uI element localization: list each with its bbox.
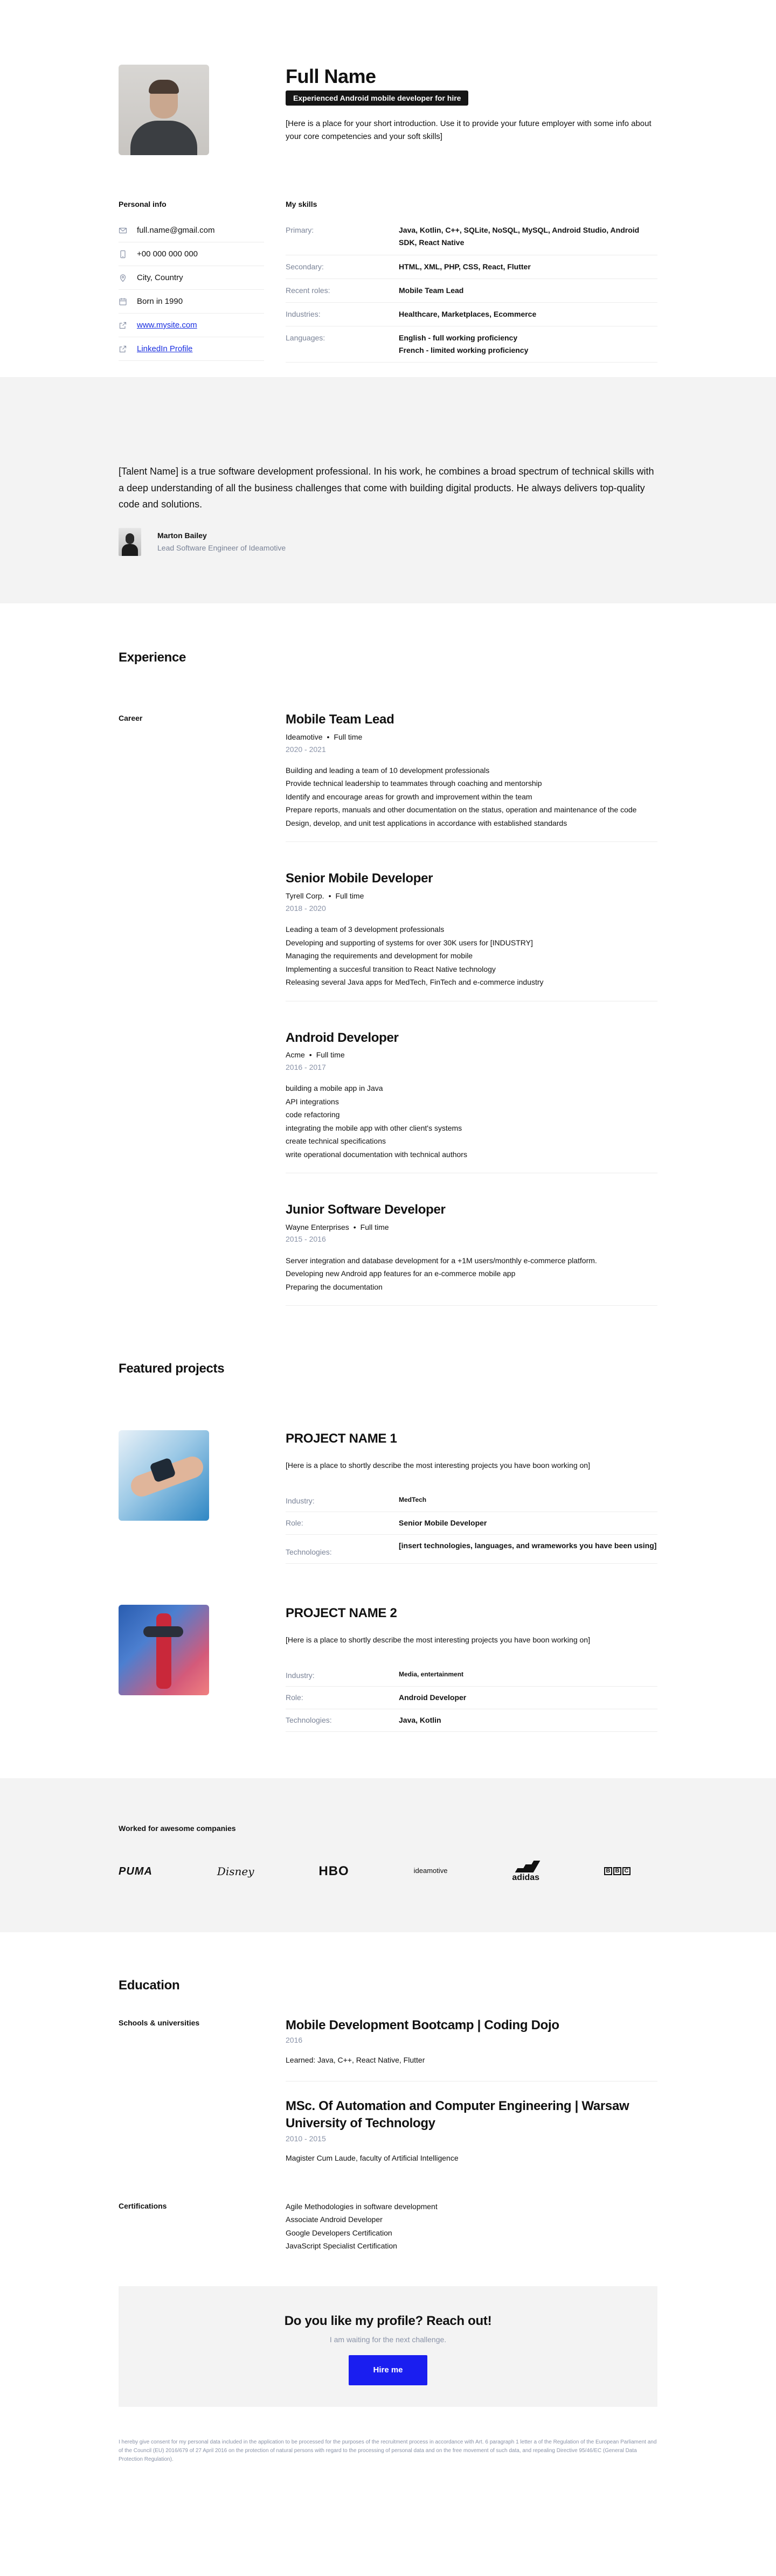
certifications-label: Certifications xyxy=(119,2201,167,2210)
linkedin-row xyxy=(119,337,264,361)
job-dates: 2018 - 2020 xyxy=(286,903,326,913)
project-industry: Media, entertainment xyxy=(399,1670,464,1678)
project-image xyxy=(119,1605,209,1695)
job-description: Building and leading a team of 10 development professionals Provide technical leadership to teammates through coaching and mentorship Identify and encourage areas for growth and improvement within the team Prepare reports, manuals and other documentation on the status, operation and maintenance of the code Design, develop, and unit test applications in accordance with established standards xyxy=(286,765,637,827)
job-title: Senior Mobile Developer xyxy=(286,871,433,886)
mail-icon xyxy=(119,226,127,235)
education-entry xyxy=(286,2017,657,2081)
project-meta-row xyxy=(286,1512,657,1535)
profile-header xyxy=(0,0,776,198)
job-title: Mobile Team Lead xyxy=(286,712,394,727)
skill-label: Recent roles: xyxy=(286,286,330,295)
skill-value: Healthcare, Marketplaces, Ecommerce xyxy=(399,309,537,318)
skill-label: Secondary: xyxy=(286,262,324,271)
schools-label: Schools & universities xyxy=(119,2018,200,2027)
project-industry: MedTech xyxy=(399,1495,427,1503)
cta-box xyxy=(119,2286,657,2407)
projects-section xyxy=(0,1335,776,1732)
project-role: Android Developer xyxy=(399,1693,467,1702)
project-title: PROJECT NAME 2 xyxy=(286,1605,397,1620)
project-technologies: Java, Kotlin xyxy=(399,1716,441,1725)
disney-logo: Disney xyxy=(217,1864,254,1878)
education-title: Mobile Development Bootcamp | Coding Dojo xyxy=(286,2017,559,2032)
project-meta-label: Industry: xyxy=(286,1496,315,1505)
job-entry: Mobile Team Lead Ideamotive • Full time 2020 - 2021 Building and leading a team of 10 development professionals Provide technical leadership to teammates through coaching and mentorship Identify and encourage areas for growth and improvement within the team Prepare reports, manuals and other documentation on the status, operation and maintenance of the code Design, develop, and unit test applications in accordance with established standards xyxy=(286,712,657,842)
testimonial-text: [Talent Name] is a true software development professional. In his work, he combines a broad spectrum of technical skills with a deep understanding of all the business challenges that come with building digital products. He always delivers top-quality code and solutions. xyxy=(119,466,654,510)
email-value: full.name@gmail.com xyxy=(137,225,215,235)
skill-label: Languages: xyxy=(286,333,325,342)
education-entry xyxy=(286,2098,657,2180)
skill-label: Industries: xyxy=(286,309,321,318)
info-section xyxy=(0,198,776,377)
job-dates: 2015 - 2016 xyxy=(286,1235,326,1244)
cta-subtitle: I am waiting for the next challenge. xyxy=(329,2335,447,2344)
tagline-badge: Experienced Android mobile developer for hire xyxy=(286,90,468,106)
education-section xyxy=(0,1932,776,2252)
education-year: 2016 xyxy=(286,2036,303,2045)
experience-section xyxy=(0,603,776,1306)
adidas-wordmark: adidas xyxy=(512,1872,540,1882)
job-description: Leading a team of 3 development professionals Developing and supporting of systems for over 30K users for [INDUSTRY] Managing the requirements and development for mobile Implementing a succesful transition to React Native technology Releasing several Java apps for MedTech, FinTech and e-commerce industry xyxy=(286,925,544,987)
puma-logo: PUMA xyxy=(119,1865,153,1877)
cta-title: Do you like my profile? Reach out! xyxy=(284,2313,492,2328)
project-meta-label: Industry: xyxy=(286,1670,315,1680)
job-title: Junior Software Developer xyxy=(286,1202,446,1217)
author-name: Marton Bailey xyxy=(157,531,207,540)
website-row xyxy=(119,314,264,337)
hbo-logo: HBO xyxy=(318,1863,349,1878)
profile-photo xyxy=(119,65,209,155)
skill-value: Java, Kotlin, C++, SQLite, NoSQL, MySQL, Android Studio, Android SDK, React Native xyxy=(399,226,640,247)
project-meta-row xyxy=(286,1665,657,1687)
testimonial-author xyxy=(119,528,657,556)
job-description: Server integration and database development for a +1M users/monthly e-commerce platform. Developing new Android app features for an e-commerce mobile app Preparing the documentation xyxy=(286,1256,597,1291)
website-link[interactable]: www.mysite.com xyxy=(137,320,197,330)
job-company: Acme xyxy=(286,1050,305,1060)
location-row xyxy=(119,266,264,290)
education-description: Learned: Java, C++, React Native, Flutter xyxy=(286,2055,425,2064)
section-title: Featured projects xyxy=(119,1361,225,1376)
project-card xyxy=(119,1430,657,1564)
email-row xyxy=(119,219,264,242)
intro-text: [Here is a place for your short introduction. Use it to provide your future employer with some info about your core competencies and your soft skills] xyxy=(286,119,652,141)
job-dates: 2016 - 2017 xyxy=(286,1062,326,1071)
project-meta-label: Technologies: xyxy=(286,1548,332,1557)
full-name: Full Name xyxy=(286,65,376,87)
cta-section xyxy=(0,2286,776,2407)
phone-row xyxy=(119,242,264,266)
job-dates: 2020 - 2021 xyxy=(286,744,326,754)
project-meta-label: Role: xyxy=(286,1693,303,1702)
project-role: Senior Mobile Developer xyxy=(399,1519,487,1528)
project-technologies: [insert technologies, languages, and wrameworks you have been using] xyxy=(399,1541,657,1550)
birth-row xyxy=(119,290,264,314)
project-card xyxy=(119,1605,657,1732)
job-entry: Senior Mobile Developer Tyrell Corp. • Full time 2018 - 2020 Leading a team of 3 development professionals Developing and supporting of systems for over 30K users for [INDUSTRY] Managing the requirements and development for mobile Implementing a succesful transition to React Native technology Releasing several Java apps for MedTech, FinTech and e-commerce industry xyxy=(286,871,657,1001)
career-label: Career xyxy=(119,714,143,723)
skill-label: Primary: xyxy=(286,226,314,235)
skill-row xyxy=(286,279,657,303)
external-link-icon xyxy=(119,321,127,330)
testimonial-section xyxy=(0,377,776,603)
location-value: City, Country xyxy=(137,273,183,282)
project-meta-row xyxy=(286,1490,657,1512)
external-link-icon xyxy=(119,345,127,353)
skill-row xyxy=(286,326,657,363)
birth-value: Born in 1990 xyxy=(137,296,183,306)
author-avatar xyxy=(119,528,141,556)
education-year: 2010 - 2015 xyxy=(286,2134,326,2143)
bbc-logo: B B C xyxy=(604,1861,630,1882)
project-meta-row xyxy=(286,1687,657,1709)
job-entry: Android Developer Acme • Full time 2016 - 2017 building a mobile app in Java API integrations code refactoring integrating the mobile app with other client's systems create technical specifications write operational documentation with technical authors xyxy=(286,1031,657,1174)
job-entry: Junior Software Developer Wayne Enterprises • Full time 2015 - 2016 Server integration and database development for a +1M users/monthly e-commerce platform. Developing new Android app features for an e-commerce mobile app Preparing the documentation xyxy=(286,1202,657,1306)
job-type: Full time xyxy=(335,892,364,901)
skill-value: HTML, XML, PHP, CSS, React, Flutter xyxy=(399,262,531,271)
skill-row xyxy=(286,219,657,255)
adidas-logo xyxy=(512,1861,539,1882)
job-type: Full time xyxy=(360,1222,389,1231)
project-meta-label: Technologies: xyxy=(286,1716,332,1725)
author-role: Lead Software Engineer of Ideamotive xyxy=(157,543,286,552)
companies-section xyxy=(0,1778,776,1932)
skills-label: My skills xyxy=(286,200,317,208)
job-company: Tyrell Corp. xyxy=(286,892,324,901)
location-pin-icon xyxy=(119,274,127,282)
personal-info xyxy=(119,198,264,363)
job-description: building a mobile app in Java API integrations code refactoring integrating the mobile app with other client's systems create technical specifications write operational documentation with technical authors xyxy=(286,1084,467,1159)
skill-row xyxy=(286,255,657,279)
companies-label: Worked for awesome companies xyxy=(119,1824,236,1833)
skill-value: Mobile Team Lead xyxy=(399,286,464,295)
project-title: PROJECT NAME 1 xyxy=(286,1431,397,1446)
job-type: Full time xyxy=(316,1050,345,1060)
section-title: Education xyxy=(119,1978,180,1993)
phone-value: +00 000 000 000 xyxy=(137,249,198,259)
job-company: Ideamotive xyxy=(286,733,323,742)
hire-me-button[interactable]: Hire me xyxy=(349,2355,427,2385)
phone-icon xyxy=(119,250,127,259)
calendar-icon xyxy=(119,297,127,306)
job-type: Full time xyxy=(334,733,363,742)
job-title: Android Developer xyxy=(286,1030,399,1045)
skill-row xyxy=(286,303,657,326)
education-description: Magister Cum Laude, faculty of Artificial Intelligence xyxy=(286,2154,459,2163)
linkedin-link[interactable]: LinkedIn Profile xyxy=(137,344,193,353)
education-title: MSc. Of Automation and Computer Engineering | Warsaw University of Technology xyxy=(286,2098,629,2131)
ideamotive-logo: ideamotive xyxy=(413,1867,448,1875)
project-description: [Here is a place to shortly describe the most interesting projects you have boon working on] xyxy=(286,1635,590,1645)
section-title: Experience xyxy=(119,650,186,665)
job-company: Wayne Enterprises xyxy=(286,1222,349,1231)
project-description: [Here is a place to shortly describe the most interesting projects you have boon working on] xyxy=(286,1461,590,1470)
gdpr-consent-text: I hereby give consent for my personal data included in the application to be processed for the purposes of the recruitment process in accordance with Art. 6 paragraph 1 letter a of the Regulation of the European Parliament and of the Council (EU) 2016/679 of 27 April 2016 on the protection of natural persons with regard to the processing of personal data and on the free movement of such data, and repealing Directive 95/46/EC (General Data Protection Regulation). xyxy=(119,2439,657,2462)
certifications-list: Agile Methodologies in software development Associate Android Developer Google Developers Certification JavaScript Specialist Certification xyxy=(286,2202,438,2251)
personal-info-label: Personal info xyxy=(119,200,167,208)
skills-table xyxy=(286,198,657,363)
project-meta-label: Role: xyxy=(286,1519,303,1528)
project-meta-row xyxy=(286,1709,657,1732)
skill-value: English - full working proficiency French - limited working proficiency xyxy=(399,333,529,354)
project-image xyxy=(119,1430,209,1521)
company-logos xyxy=(119,1861,630,1882)
project-meta-row xyxy=(286,1535,657,1563)
footer xyxy=(0,2438,776,2496)
